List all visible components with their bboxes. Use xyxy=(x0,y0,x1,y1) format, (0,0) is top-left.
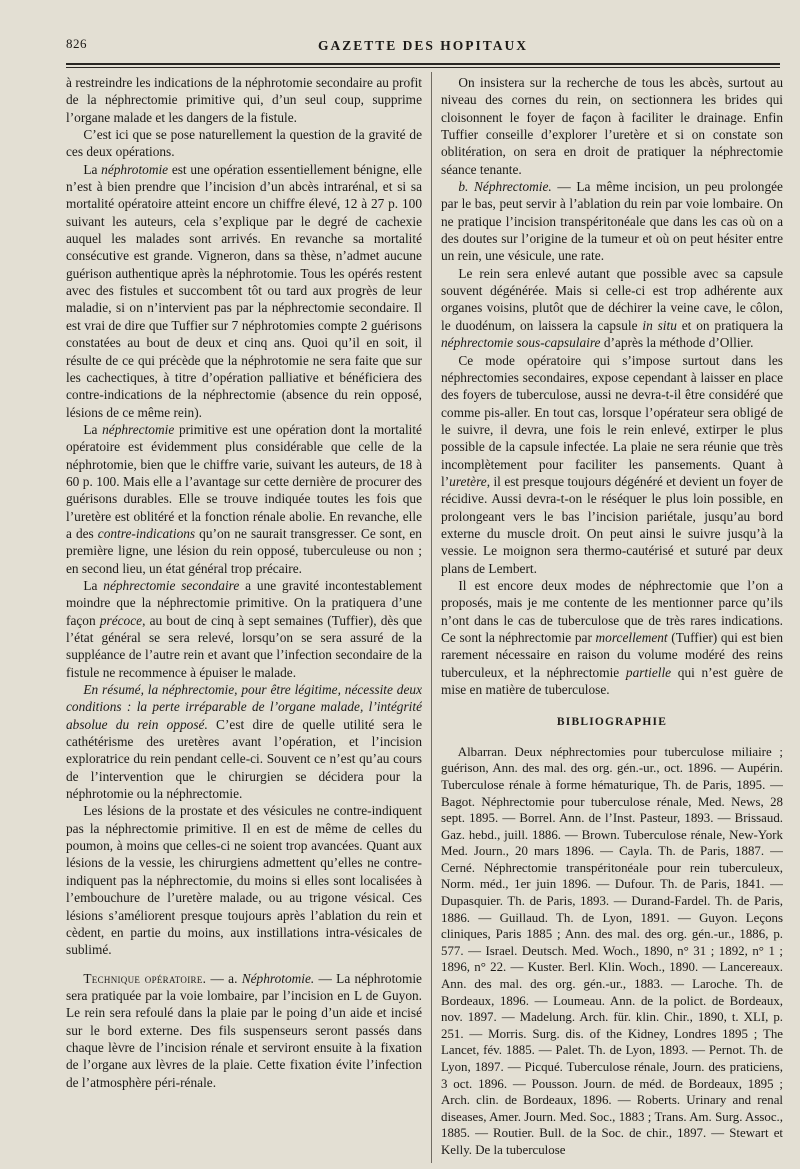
text-run: La xyxy=(83,161,102,177)
running-head xyxy=(66,36,780,56)
italic-term: néphrectomie xyxy=(102,421,175,437)
paragraph xyxy=(441,577,783,698)
paragraph: C’est ici que se pose naturellement la question de la gravité de ces deux opérations. xyxy=(66,127,422,160)
text-run: — La néphrotomie sera pratiquée par la voie lombaire, par l’incision en L de Guyon. Le rein sera refoulé dans la plaie par le poing d’un aide et incisé sur le bord externe. Des fils suspenseurs seront passés dans chaque lèvre de l’incision rénale et serviront ensuite à la fixation de l’organe aux lèvres de la plaie. Cette fixation évite l’infection de l’atmosphère péri-rénale. xyxy=(66,970,422,1090)
paragraph xyxy=(66,161,422,421)
text-run: est une opération essentiellement bénigne, elle n’est à bien prendre que l’incision d’un abcès intrarénal, et si sa mortalité opératoire atteint encore un chiffre élevé, 12 à 27 p. 100 suivant les auteurs, cela s’explique par le degré de cachexie auquel les malades sont arrivés. En revanche sa mortalité consécutive est grande. Vigneron, dans sa thèse, n’admet aucune guérison authentique après la néphrotomie. Tous les opérés restent avec des fistules et succombent tôt ou tard aux progrès de leur maladie, si on n’intervient pas par la néphrectomie secondaire. Il est vrai de dire que Tuffier sur 7 néphrotomies compte 2 guérisons constatées au bout de deux et cinq ans. Quoi qu’il en soit, il résulte de ce qui précède que la néphrotomie ne sera faite que sur les cachectiques, à titre d’opération palliative et bénéficiera des contre-indications de la néphrectomie (absence du rein opposé, lésions de ce même rein). xyxy=(66,161,422,420)
italic-term: b. Néphrectomie. xyxy=(458,179,552,195)
paragraph xyxy=(441,265,783,352)
text-run: — a. xyxy=(206,970,242,986)
text-run: La xyxy=(83,577,104,593)
paragraph xyxy=(66,577,422,681)
italic-term: contre-indications xyxy=(97,525,196,541)
text-run: qui n’est guère de mise en matière de tuberculose. xyxy=(441,664,783,698)
italic-term: morcellement xyxy=(595,630,668,645)
text-run: Il est encore deux modes de néphrectomie que l’on a proposés, mais je me contente de les mentionner parce qu’ils n’ont dans le cas de tuberculose que de très rares indications. Ce sont la néphrectomie par xyxy=(441,577,783,645)
italic-term: précoce xyxy=(99,612,143,628)
paragraph: à restreindre les indications de la néphrotomie secondaire au profit de la néphrectomie primitive qui, d’un seul coup, supprime l’organe malade et les dangers de la fistule. xyxy=(66,75,422,125)
italic-term: néphrectomie sous-capsulaire xyxy=(441,335,601,351)
text-run: d’après la méthode d’Ollier. xyxy=(600,335,754,351)
paragraph xyxy=(441,178,783,265)
paragraph xyxy=(66,421,422,577)
text-run: et on pratiquera la xyxy=(676,317,783,333)
text-run: C’est dire de quelle utilité sera le cathétérisme des uretères avant l’opération, et l’incision exploratrice du rein pendant celle-ci. Souvent ce n’est qu’au cours de l’intervention que le chirurgien se décidera pour la néphrotomie ou la néphrectomie. xyxy=(66,716,422,802)
text-run: Le rein sera enlevé autant que possible avec sa capsule souvent dégénérée. Mais si celle-ci est trop adhérente aux organes voisins, plutôt que de déchirer la veine cave, le côlon, le duodénum, on laissera la capsule xyxy=(441,265,783,333)
text-run: La xyxy=(83,421,103,437)
journal-title: GAZETTE DES HOPITAUX xyxy=(317,38,529,53)
paragraph: On insistera sur la recherche de tous les abcès, surtout au niveau des cornes du rein, on sectionnera les brides qui cloisonnent le foyer de façon à faciliter le drainage. Enfin Tuffier conseille d’explorer l’uretère et si on constate son oblitération, on sera en droit de pratiquer la néphrectomie séance tenante. xyxy=(441,75,783,177)
text-run: , au bout de cinq à sept semaines (Tuffier), dès que l’état général se sera relevé, lorsqu’on se sera assuré de la suppléance de l’autre rein et avant que l’infection secondaire de la fistule ne recommence à épuiser le malade. xyxy=(66,612,422,680)
text-run: Ce mode opératoire qui s’impose surtout dans les néphrectomies secondaires, expose cependant à laisser en place des foyers de tuberculose, aussi ne devra-t-il être considéré que comme pis-aller. En tout cas, lorsque l’opérateur sera obligé de le suivre, il devra, une fois le rein enlevé, extirper le plus possible de la capsule infectée. La plaie ne sera réunie que très incomplètement pour faciliter les pansements. Quant à l’ xyxy=(441,352,783,489)
italic-term: néphrectomie secondaire xyxy=(103,577,240,593)
text-run: a une gravité incontestablement moindre que la néphrectomie primitive. On la pratiquera d’une façon xyxy=(66,577,422,628)
spacer xyxy=(66,959,422,970)
section-label: Technique opératoire. xyxy=(83,970,207,986)
left-column xyxy=(66,74,422,1163)
italic-summary: En résumé, la néphrectomie, pour être légitime, nécessite deux conditions : la perte irréparable de l’organe malade, l’intégrité absolue du rein opposé. xyxy=(66,682,422,732)
bibliography-text: Albarran. Deux néphrectomies pour tuberculose miliaire ; guérison, Ann. des mal. des org. gén.-ur., oct. 1896. — Aupérin. Tuberculose rénale à forme hématurique, Th. de Paris, 1895. — Bagot. Néphrectomie pour tuberculose rénale, Med. News, 28 sept. 1895. — Borrel. Ann. de l’Inst. Pasteur, 1893. — Brissaud. Gaz. hebd., juill. 1886. — Brown. Tuberculose rénale, New-York Med. Journ., 20 mars 1896. — Cayla. Th. de Paris, 1887. — Cerné. Néphrectomie transpéritonéale pour rein tuberculeux, Norm. méd., 1er juin 1896. — Dufour. Th. de Paris, 1841. — Dupasquier. Th. de Paris, 1893. — Durand-Fardel. Th. de Paris, 1886. — Guillaud. Th. de Lyon, 1891. — Guyon. Leçons cliniques, Paris 1885 ; Ann. des mal. des org. gén.-ur., 1886, p. 577. — Israel. Deutsch. Med. Woch., 1890, n° 31 ; 1892, n° 1 ; 1896, n° 22. — Kuster. Berl. Klin. Woch., 1890. — Lancereaux. Ann. des mal. des org. gén.-ur., 1883. — Laroche. Th. de Bordeaux, 1896. — Loumeau. Ann. de la polict. de Bordeaux, nov. 1897. — Madelung. Arch. für. klin. Chir., 1890, t. XLI, p. 251. — Morris. Surg. dis. of the Kidney, Londres 1895 ; The Lancet, fév. 1885. — Palet. Th. de Lyon, 1893. — Pernot. Th. de Lyon, 1897. — Picqué. Tuberculose rénale, Journ. des praticiens, 3 oct. 1896. — Pousson. Journ. de méd. de Bordeaux, 1895 ; Arch. clin. de Bordeaux, 1896. — Roberts. Urinary and renal diseases, Amer. Journ. Med. Soc., 1883 ; Trans. Am. Surg. Assoc., 1885. — Routier. Bull. de la Soc. de chir., 1897. — Stewart et Kelly. De la tuberculose xyxy=(441,744,783,1157)
bibliography-heading: BIBLIOGRAPHIE xyxy=(556,716,668,729)
italic-term: in situ xyxy=(642,317,677,333)
italic-term: néphrotomie xyxy=(101,161,169,177)
italic-term: uretère xyxy=(449,473,487,489)
page-number: 826 xyxy=(66,36,87,51)
text-run: , il est presque toujours dégénéré et devient un foyer de récidive. Aussi devra-t-on le réséquer le plus loin possible, en prolongeant vers le bas l’incision pariétale, jusqu’au bord externe du muscle droit. On peut ainsi le suivre jusqu’à la vessie. Le moignon sera thermo-cautérisé et suturé par deux plans de Lembert. xyxy=(441,473,783,576)
paragraph xyxy=(66,681,422,802)
paragraph xyxy=(441,352,783,577)
text-run: primitive est une opération dont la mortalité opératoire est évidemment plus considérable que celle de la néphrotomie, bien que le chiffre varie, suivant les auteurs, de 18 à 60 p. 100. Mais elle a l’avantage sur cette dernière de procurer des guérisons durables. Elle se trouve indiquée toutes les fois que l’uretère est oblitéré et la fonction rénale abolie. En revanche, elle a des xyxy=(66,421,422,541)
italic-term: partielle xyxy=(625,664,672,680)
italic-term: Néphrotomie. xyxy=(241,970,315,986)
text-run: — La même incision, un peu prolongée par le bas, peut servir à l’ablation du rein par voie lombaire. On ne pratique l’incision transpéritonéale que dans les cas où on a des doutes sur l’origine de la tumeur et où on peut hésiter entre un rein, une vésicule, une rate. xyxy=(441,179,783,264)
paragraph xyxy=(66,970,422,1091)
header-rule xyxy=(66,63,780,68)
right-column xyxy=(441,74,783,1163)
column-divider xyxy=(431,72,432,1163)
paragraph: Les lésions de la prostate et des vésicules ne contre-indiquent pas la néphrectomie primitive. Il en est de même de celles du poumon, à moins que celles-ci ne soient trop avancées. Quant aux lésions de la vessie, les chirurgiens admettent qu’elles ne contre-indiquent pas la néphrectomie, du moins si elles sont localisées à l’embouchure de l’uretère malade, ou au trigone vésical. Ces lésions s’améliorent presque toujours après l’ablation du rein et cèdent, en partie du moins, aux instillations intra-vésicales de sublimé. xyxy=(66,803,422,958)
text-run: qu’on ne saurait transgresser. Ce sont, en première ligne, une lésion du rein opposé, tuberculeuse ou non ; en second lieu, un état général trop précaire. xyxy=(66,525,422,576)
text-run: (Tuffier) qui est bien rarement nécessaire en raison du volume modéré des reins tuberculeux, et la néphrectomie xyxy=(441,630,783,680)
